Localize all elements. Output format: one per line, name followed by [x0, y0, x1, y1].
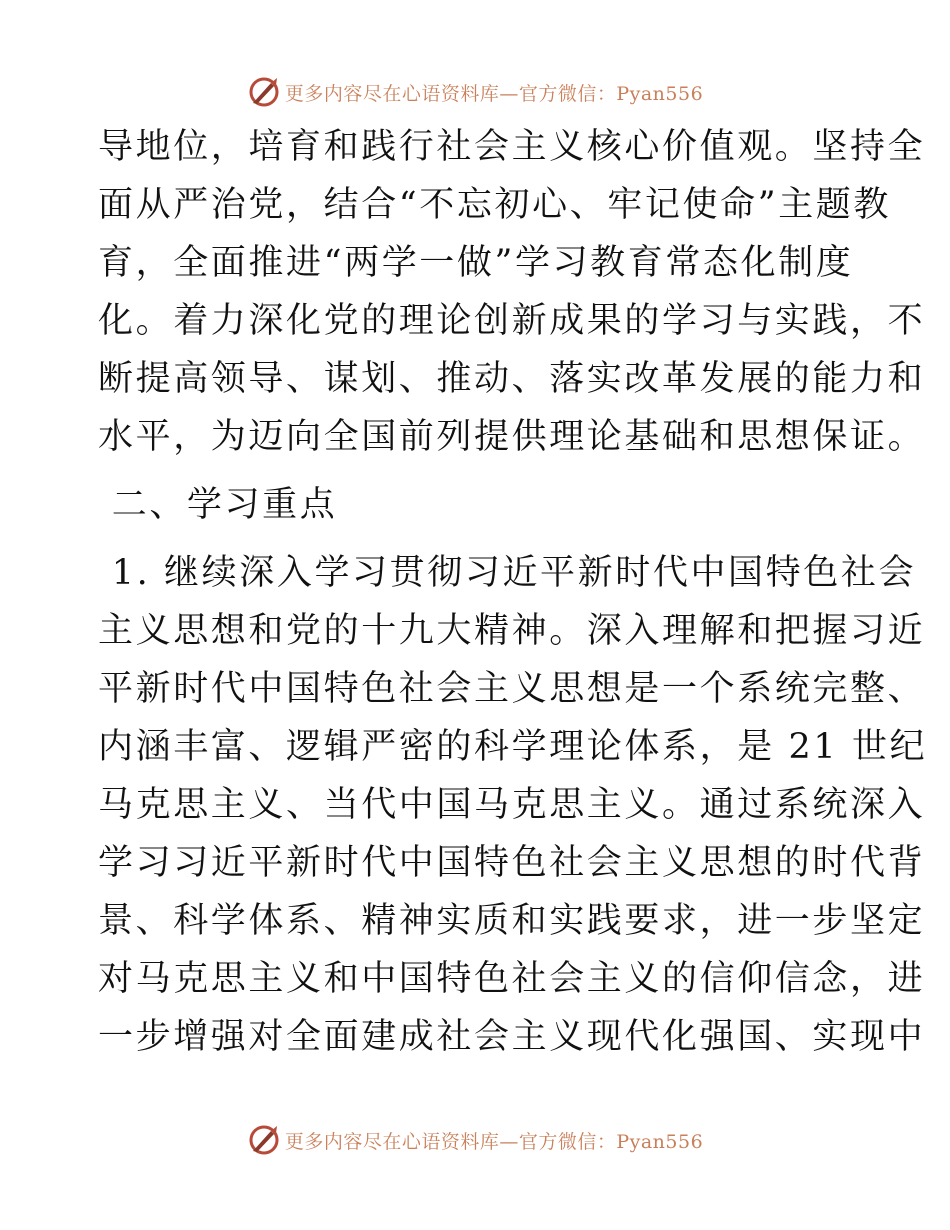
text-line: 平新时代中国特色社会主义思想是一个系统完整、: [98, 669, 926, 709]
footer-banner: [0, 1120, 950, 1160]
text-line: 1. 继续深入学习贯彻习近平新时代中国特色社会: [98, 553, 917, 593]
text-line: 化。着力深化党的理论创新成果的学习与实践，不: [98, 301, 926, 341]
text-line: 断提高领导、谋划、推动、落实改革发展的能力和: [98, 359, 926, 399]
text-line: 内涵丰富、逻辑严密的科学理论体系，是 21 世纪: [98, 727, 928, 767]
banner-text: 更多内容尽在心语资料库—官方微信：Pyan556: [284, 82, 704, 105]
text-line: 景、科学体系、精神实质和实践要求，进一步坚定: [98, 901, 926, 941]
text-line: 马克思主义、当代中国马克思主义。通过系统深入: [98, 785, 926, 825]
text-line: 一步增强对全面建成社会主义现代化强国、实现中: [98, 1017, 926, 1057]
text-line: 育，全面推进“两学一做”学习教育常态化制度: [98, 243, 854, 283]
text-line: 导地位，培育和践行社会主义核心价值观。坚持全: [98, 127, 926, 167]
section-heading: [98, 476, 858, 534]
header-banner: [0, 72, 950, 112]
banner-text: 更多内容尽在心语资料库—官方微信：Pyan556: [284, 1130, 704, 1153]
text-line: 对马克思主义和中国特色社会主义的信仰信念，进: [98, 959, 926, 999]
quill-logo-icon: [247, 1123, 281, 1157]
text-line: 主义思想和党的十九大精神。深入理解和把握习近: [98, 611, 926, 651]
text-line: 水平，为迈向全国前列提供理论基础和思想保证。: [98, 417, 926, 457]
text-line: 面从严治党，结合“不忘初心、牢记使命”主题教: [98, 185, 891, 225]
paragraph-intro: [98, 118, 926, 466]
paragraph-point-1: [98, 544, 928, 1066]
quill-logo-icon: [247, 75, 281, 109]
text-line: 学习习近平新时代中国特色社会主义思想的时代背: [98, 843, 926, 883]
document-body: [98, 118, 928, 1066]
section-heading-text: 二、学习重点: [98, 485, 338, 525]
